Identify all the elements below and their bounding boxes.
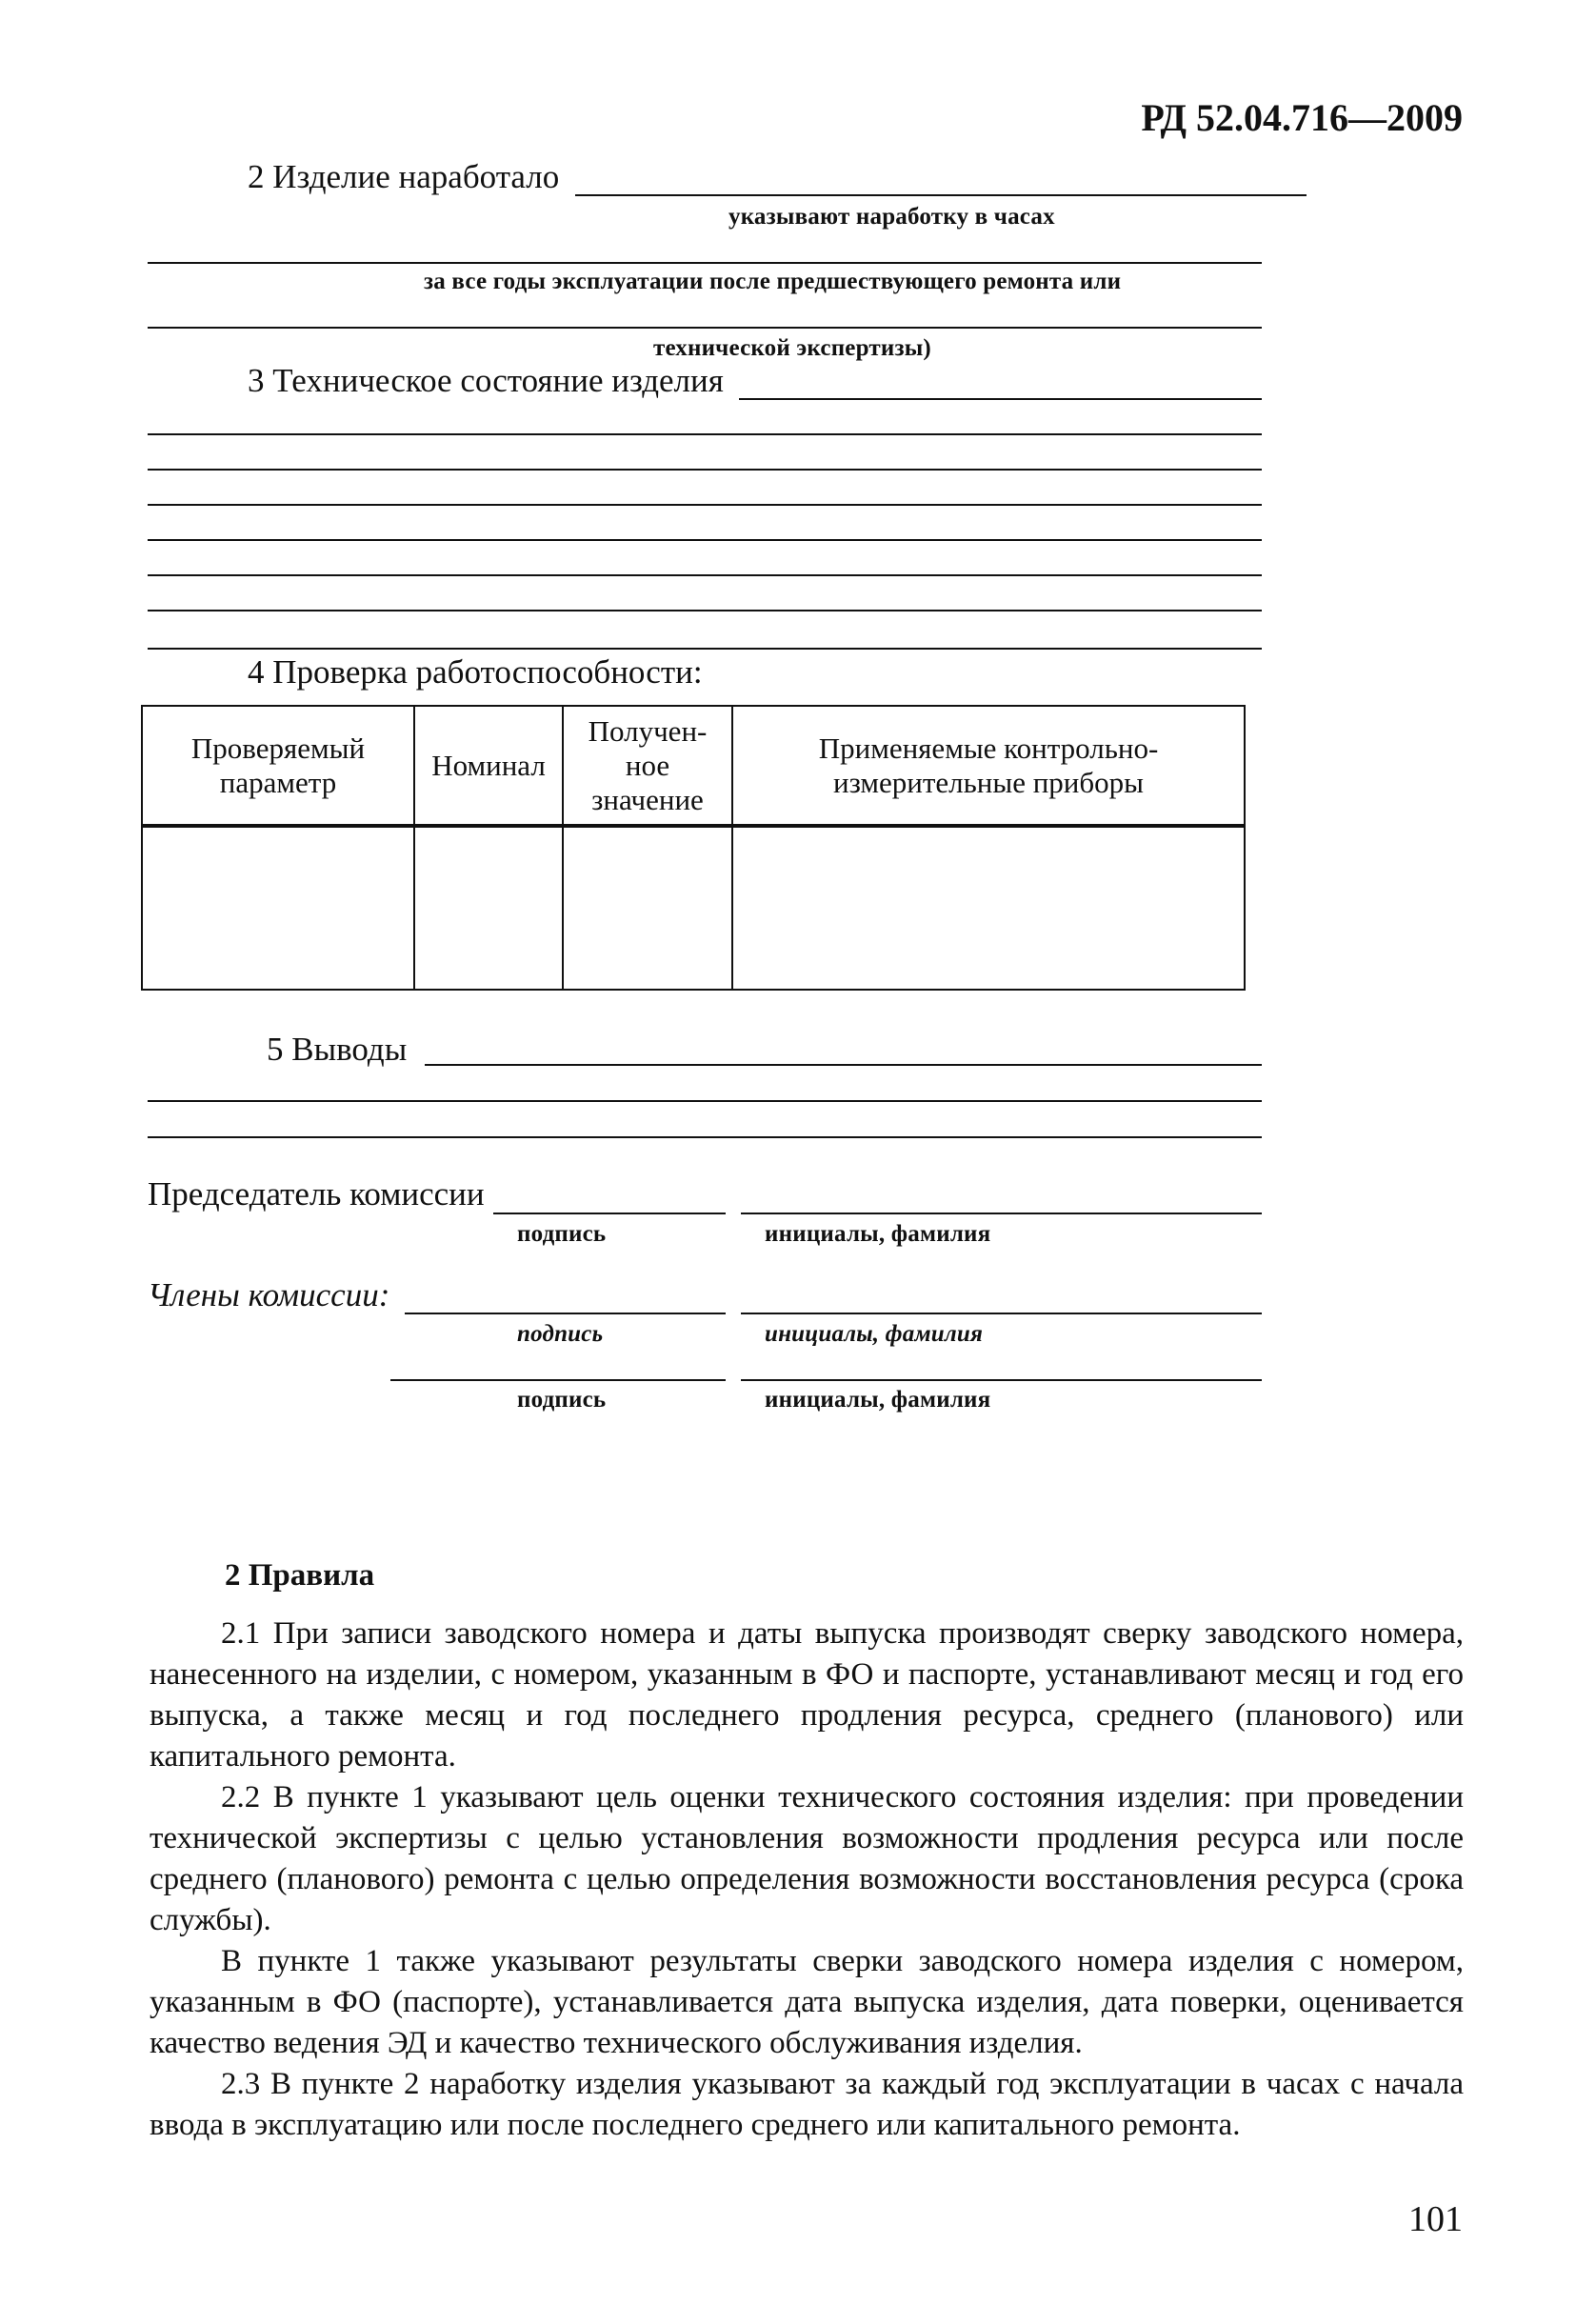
header-instruments-l2: измерительные приборы — [833, 765, 1144, 799]
chairman-label: Председатель комиссии — [148, 1175, 485, 1213]
page-number: 101 — [1408, 2199, 1463, 2239]
item3-line-5[interactable] — [148, 539, 1262, 541]
item3-line-6[interactable] — [148, 574, 1262, 576]
item3-label: 3 Техническое состояние изделия — [248, 362, 724, 399]
item3-line-4[interactable] — [148, 504, 1262, 506]
item3-line-7[interactable] — [148, 610, 1262, 611]
header-instruments — [732, 706, 1245, 826]
member2-name-caption: инициалы, фамилия — [765, 1387, 991, 1413]
rules-paragraph-2-1: 2.1 При записи заводского номера и даты выпуска производят сверку заводского номера, нанесенного на изделии, с номером, указанным в ФО и паспорте, устанавливают месяц и год его выпуска, а также месяц и год последнего продления ресурса, среднего (планового) или капитального ремонта. — [150, 1616, 1464, 1774]
header-checked-parameter — [142, 706, 414, 826]
rules-paragraph-2-2-cont: В пункте 1 также указывают результаты сверки заводского номера изделия с номером, указанным в ФО (паспорте), устанавливается дата выпуска изделия, дата поверки, оценивается качество ведения ЭД и качество технического обслуживания изделия. — [150, 1944, 1464, 2060]
member2-signature-line[interactable] — [390, 1379, 726, 1381]
member1-name-line[interactable] — [741, 1313, 1262, 1314]
cell-nominal[interactable] — [414, 826, 563, 990]
item2-line-3[interactable] — [148, 327, 1262, 329]
header-obtained-value-l3: значение — [591, 782, 704, 816]
item4-label: 4 Проверка работоспособности: — [248, 653, 703, 691]
cell-obtained-value[interactable] — [563, 826, 732, 990]
rules-paragraph-2-3: 2.3 В пункте 2 наработку изделия указывают за каждый год эксплуатации в часах с начала ввода в эксплуатацию или после последнего среднего или капитального ремонта. — [150, 2067, 1464, 2142]
item3-line-8[interactable] — [148, 648, 1262, 650]
item5-line-2[interactable] — [148, 1100, 1262, 1102]
member1-signature-line[interactable] — [405, 1313, 726, 1314]
header-instruments-l1: Применяемые контрольно- — [818, 731, 1159, 765]
work-check-table — [141, 705, 1246, 991]
item2-label: 2 Изделие наработало — [248, 158, 560, 195]
item5-line-3[interactable] — [148, 1136, 1262, 1138]
header-obtained-value — [563, 706, 732, 826]
rules-title: 2 Правила — [225, 1558, 375, 1593]
item3-line-2[interactable] — [148, 433, 1262, 435]
item2-input-line[interactable] — [575, 194, 1307, 196]
item2-line-2[interactable] — [148, 262, 1262, 264]
member2-name-line[interactable] — [741, 1379, 1262, 1381]
item5-input-line[interactable] — [425, 1064, 1262, 1066]
cell-instruments[interactable] — [732, 826, 1245, 990]
header-checked-parameter-l1: Проверяемый — [190, 731, 366, 765]
member2-signature-caption: подпись — [517, 1387, 607, 1413]
chairman-signature-line[interactable] — [493, 1213, 726, 1214]
header-checked-parameter-l2: параметр — [219, 765, 337, 799]
table-row — [142, 826, 1245, 990]
header-obtained-value-l1: Получен- — [588, 713, 708, 748]
item2-caption-hours: указывают наработку в часах — [728, 204, 1055, 230]
item3-line-3[interactable] — [148, 469, 1262, 471]
table-header-row — [142, 706, 1245, 826]
member1-signature-caption: подпись — [517, 1321, 604, 1347]
item5-label: 5 Выводы — [267, 1031, 408, 1068]
item2-caption-expertise: технической экспертизы) — [653, 335, 931, 361]
chairman-name-caption: инициалы, фамилия — [765, 1221, 991, 1247]
members-label: Члены комиссии: — [148, 1276, 390, 1313]
rules-paragraph-2-2: 2.2 В пункте 1 указывают цель оценки технического состояния изделия: при проведении технической экспертизы с целью установления возможности продления ресурса или после среднего (планового) ремонта с целью определения возможности восстановления ресурса (срока службы). — [150, 1780, 1464, 1937]
cell-checked-parameter[interactable] — [142, 826, 414, 990]
document-code: РД 52.04.716—2009 — [1141, 96, 1463, 139]
header-nominal — [414, 706, 563, 826]
item3-input-line[interactable] — [739, 398, 1262, 400]
member1-name-caption: инициалы, фамилия — [765, 1321, 984, 1347]
header-nominal-l1: Номинал — [431, 748, 546, 782]
chairman-signature-caption: подпись — [517, 1221, 607, 1247]
item2-caption-years: за все годы эксплуатации после предшествующего ремонта или — [424, 269, 1122, 294]
header-obtained-value-l2: ное — [625, 748, 670, 782]
chairman-name-line[interactable] — [741, 1213, 1262, 1214]
